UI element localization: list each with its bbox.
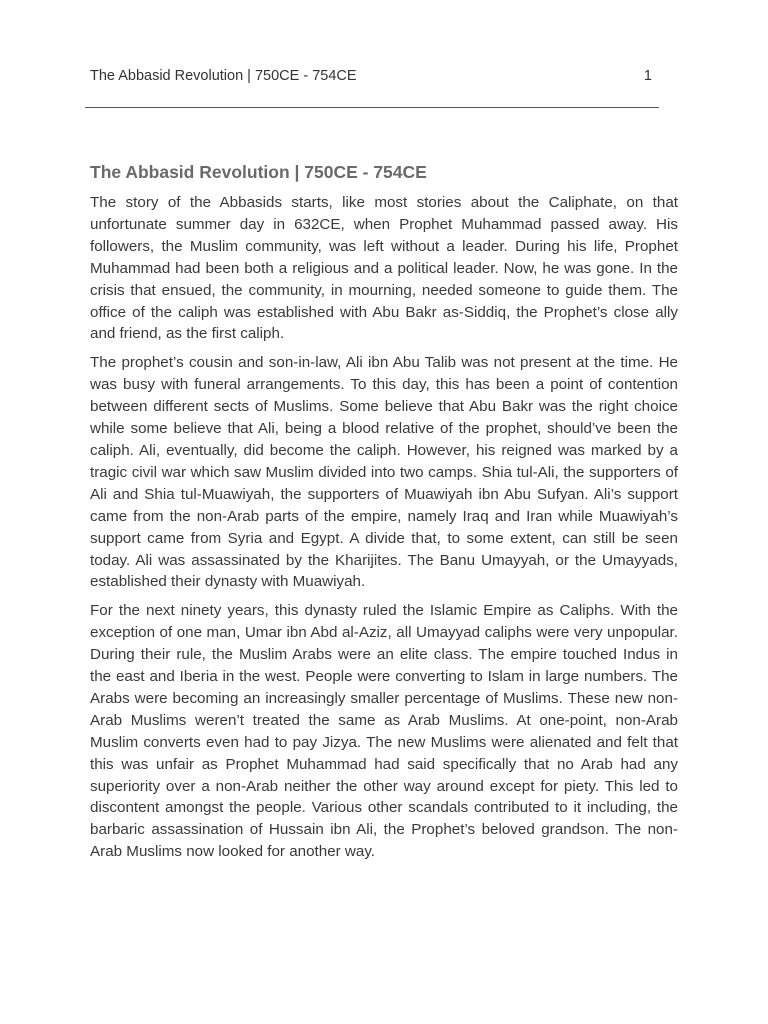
header-divider <box>85 107 659 108</box>
paragraph: The story of the Abbasids starts, like most stories about the Caliphate, on that unfortunate summer day in 632CE, when Prophet Muhammad passed away. His followers, the Muslim community, was left without a leader. During his life, Prophet Muhammad had been both a religious and a political leader. Now, he was gone. In the crisis that ensued, the community, in mourning, needed someone to guide them. The office of the caliph was established with Abu Bakr as-Siddiq, the Prophet’s close ally and friend, as the first caliph. <box>90 194 678 343</box>
header-title: The Abbasid Revolution | 750CE - 754CE <box>90 68 357 84</box>
document-body <box>90 160 678 870</box>
paragraph: For the next ninety years, this dynasty ruled the Islamic Empire as Caliphs. With the exception of one man, Umar ibn Abd al-Aziz, all Umayyad caliphs were very unpopular. During their rule, the Muslim Arabs were an elite class. The empire touched Indus in the east and Iberia in the west. People were converting to Islam in large numbers. The Arabs were becoming an increasingly smaller percentage of Muslims. These new non-Arab Muslims weren’t treated the same as Arab Muslims. At one-point, non-Arab Muslim converts even had to pay Jizya. The new Muslims were alienated and felt that this was unfair as Prophet Muhammad had said specifically that no Arab had any superiority over a non-Arab neither the other way around except for piety. This led to discontent amongst the people. Various other scandals contributed to it including, the barbaric assassination of Hussain ibn Ali, the Prophet’s beloved grandson. The non-Arab Muslims now looked for another way. <box>90 602 678 861</box>
paragraph: The prophet’s cousin and son-in-law, Ali ibn Abu Talib was not present at the time. He was busy with funeral arrangements. To this day, this has been a point of contention between different sects of Muslims. Some believe that Abu Bakr was the right choice while some believe that Ali, being a blood relative of the prophet, should’ve been the caliph. Ali, eventually, did become the caliph. However, his reigned was marked by a tragic civil war which saw Muslim divided into two camps. Shia tul-Ali, the supporters of Ali and Shia tul-Muawiyah, the supporters of Muawiyah ibn Abu Sufyan. Ali’s support came from the non-Arab parts of the empire, namely Iraq and Iran while Muawiyah’s support came from Syria and Egypt. A divide that, to some extent, can still be seen today. Ali was assassinated by the Kharijites. The Banu Umayyah, or the Umayyads, established their dynasty with Muawiyah. <box>90 354 678 591</box>
page-header <box>90 68 654 90</box>
document-title: The Abbasid Revolution | 750CE - 754CE <box>90 162 427 182</box>
page-number: 1 <box>643 68 652 84</box>
